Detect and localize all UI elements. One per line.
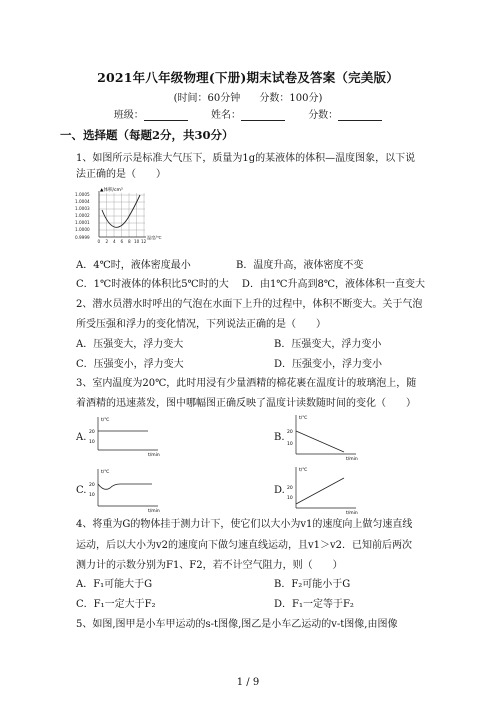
q1-graph-xtick: 6 <box>120 239 124 244</box>
q3-xlabel: t/min <box>346 457 358 462</box>
q4-option-b[interactable]: B．F₂可能小于G <box>274 579 351 590</box>
q1-graph-xtick: 12 <box>141 239 147 244</box>
q2-option-b[interactable]: B．压强变大，浮力变小 <box>274 339 382 350</box>
exam-info <box>0 89 496 104</box>
q3-line2: 着酒精的迅速蒸发，图中哪幅图正确反映了温度计读数随时间的变化（ ） <box>76 398 416 409</box>
q5-line1: 5、如图,图甲是小车甲运动的s-t图像,图乙是小车乙运动的v-t图像,由图像 <box>76 619 398 630</box>
q3-xlabel: t/min <box>346 511 358 516</box>
q4-option-c[interactable]: C．F₁一定大于F₂ <box>76 599 156 610</box>
q1-graph-ytick: 1.0001 <box>75 220 90 225</box>
q1-graph-xtick: 10 <box>134 239 140 244</box>
q3-option-a-label[interactable]: A. <box>76 432 87 443</box>
q3-line1: 3、室内温度为20℃，此时用浸有少量酒精的棉花裹在温度计的玻璃泡上，随 <box>76 378 417 389</box>
q3-tick20: 20 <box>287 430 293 435</box>
q4-option-a[interactable]: A．F₁可能大于G <box>76 579 153 590</box>
q4-line3: 测力计的示数分别为F1、F2，若不计空气阻力，则（ ） <box>76 560 343 571</box>
q1-graph-xtick: 4 <box>113 239 116 244</box>
student-fields <box>0 106 496 121</box>
q1-option-cd[interactable]: C．1℃时液体的体积比5℃时的大 D．由1℃升高到8℃，液体体积一直变大 <box>76 279 426 290</box>
q4-option-d[interactable]: D．F₁一定等于F₂ <box>274 599 354 610</box>
q2-option-a[interactable]: A．压强变大，浮力变大 <box>76 339 184 350</box>
class-blank[interactable] <box>144 110 188 121</box>
q1-graph-xlabel: 温度/℃ <box>147 235 162 240</box>
q1-graph-xtick: 0 <box>97 239 101 244</box>
q2-option-c[interactable]: C．压强变小，浮力变大 <box>76 359 184 370</box>
class-label: 班级： <box>113 110 144 121</box>
q3-xlabel: t/min <box>148 509 160 514</box>
section-heading: 一、选择题（每题2分，共30分） <box>60 128 234 142</box>
q1-volume-temperature-graph <box>74 184 174 252</box>
q3-option-a-graph[interactable] <box>88 414 166 458</box>
q3-option-d-graph[interactable] <box>286 464 364 516</box>
page-title: 2021年八年级物理(下册)期末试卷及答案（完美版） <box>97 70 399 85</box>
q1-graph-xtick: 8 <box>128 239 131 244</box>
name-blank[interactable] <box>241 110 285 121</box>
q1-option-a[interactable]: A．4℃时，液体密度最小 <box>76 260 191 271</box>
q1-graph-ytick: 1.0005 <box>75 192 90 197</box>
q1-graph-ytick: 1.0000 <box>75 227 90 232</box>
q1-graph-ytick: 1.0002 <box>75 213 90 218</box>
q1-graph-ytick: 0.9999 <box>75 235 90 240</box>
q2-line1: 2、潜水员潜水时呼出的气泡在水面下上升的过程中，体积不断变大。关于气泡 <box>76 299 423 310</box>
q1-line2: 法正确的是（ ） <box>76 169 166 180</box>
q1-graph-xtick: 2 <box>105 239 109 244</box>
q3-tick10: 10 <box>89 440 95 445</box>
q3-ylabel: t/℃ <box>299 416 308 421</box>
q1-graph-ylabel: ▲体积/cm³ <box>100 188 123 193</box>
name-label: 姓名： <box>211 110 241 121</box>
score-label: 分数： <box>308 110 339 121</box>
q3-tick10: 10 <box>287 442 293 447</box>
q1-graph-ytick: 1.0003 <box>75 206 90 211</box>
exam-score: 分数：100分) <box>259 93 323 104</box>
class-field <box>114 106 188 121</box>
score-blank[interactable] <box>338 110 382 121</box>
score-field <box>308 106 382 121</box>
q4-line1: 4、将重为G的物体挂于测力计下，使它们以大小为v1的速度向上做匀速直线 <box>76 519 413 530</box>
q3-option-b-graph[interactable] <box>286 412 364 462</box>
q3-ylabel: t/℃ <box>101 470 110 475</box>
q4-line2: 运动，后以大小为v2的速度向下做匀速直线运动，且v1＞v2．已知前后两次 <box>76 540 413 551</box>
page-number: 1 / 9 <box>236 677 260 688</box>
exam-time: (时间：60分钟 <box>173 93 241 104</box>
q3-ylabel: t/℃ <box>101 418 110 423</box>
name-field <box>211 106 285 121</box>
q3-tick10: 10 <box>89 493 95 498</box>
q3-option-c-label[interactable]: C. <box>76 485 87 496</box>
q3-option-d-label[interactable]: D. <box>274 485 285 496</box>
q1-line1: 1、如图所示是标准大气压下，质量为1g的某液体的体积—温度图象，以下说 <box>76 153 416 164</box>
q3-tick20: 20 <box>287 486 293 491</box>
q1-graph-ytick: 1.0004 <box>75 199 90 204</box>
q3-option-b-label[interactable]: B. <box>274 432 285 443</box>
q2-option-d[interactable]: D．压强变小，浮力变小 <box>274 359 383 370</box>
q3-tick20: 20 <box>89 430 95 435</box>
q1-option-b[interactable]: B．温度升高，液体密度不变 <box>236 260 364 271</box>
q3-xlabel: t/min <box>148 453 160 458</box>
q3-tick20: 20 <box>89 483 95 488</box>
q3-option-c-graph[interactable] <box>88 466 166 514</box>
q3-tick10: 10 <box>287 496 293 501</box>
q2-line2: 所受压强和浮力的变化情况，下列说法正确的是（ ） <box>76 319 326 330</box>
q3-ylabel: t/℃ <box>299 468 308 473</box>
